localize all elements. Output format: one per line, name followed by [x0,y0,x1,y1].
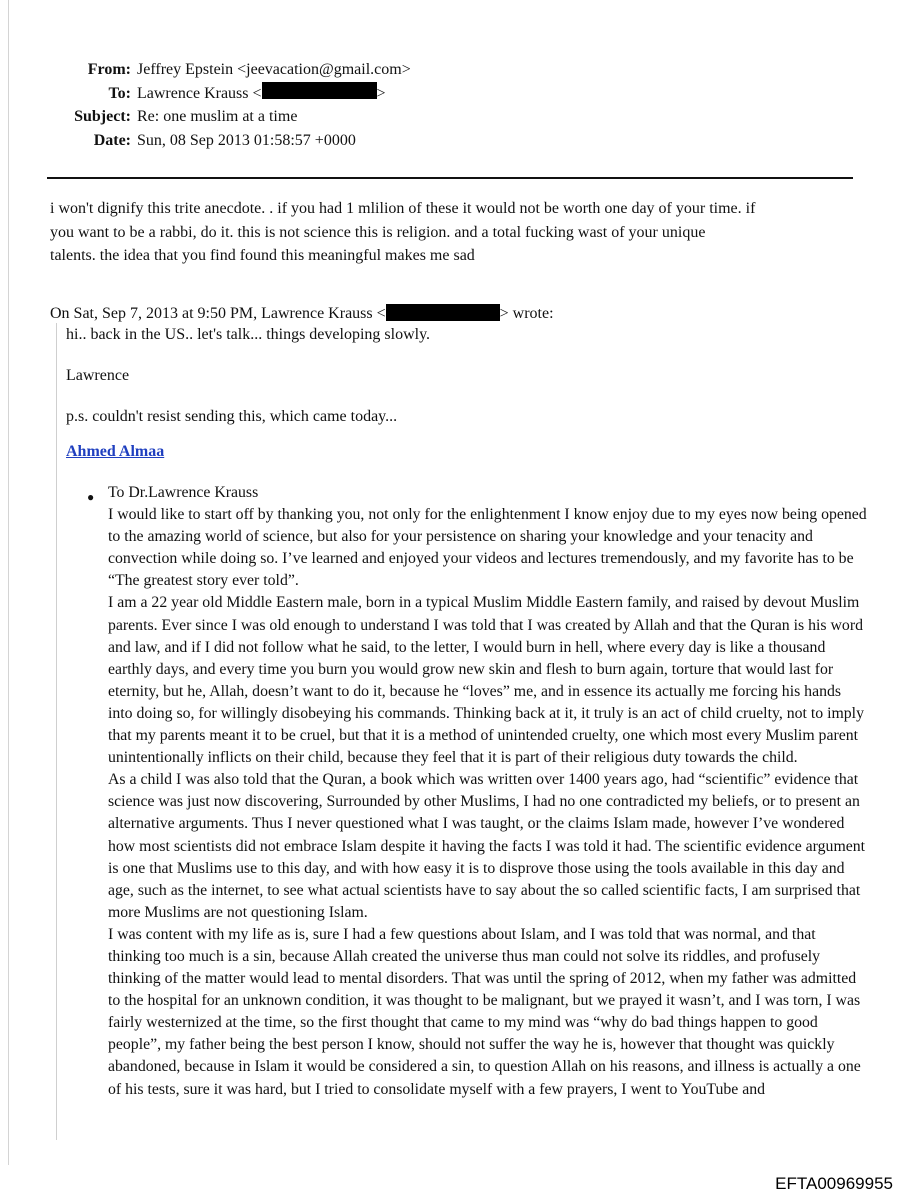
document-id: EFTA00969955 [775,1174,893,1193]
bullet-icon: ● [87,490,95,504]
reply-line: you want to be a rabbi, do it. this is not science this is religion. and a total fucking wast of your unique [50,223,706,241]
header-separator [47,177,853,179]
to-label: To: [108,84,131,102]
from-value: Jeffrey Epstein <jeevacation@gmail.com> [137,61,411,78]
letter-paragraph: I am a 22 year old Middle Eastern male, born in a typical Muslim Middle Eastern family, and raised by devout Muslim parents. Ever since I was old enough to understand I was told that I was created by Allah and that the Quran is his word and law, and if I did not follow what he said, to the letter, I would burn in hell, where every day is like a thousand earthly days, and every time you burn you would grow new skin and flesh to burn again, torture that would last for eternity, but he, Allah, doesn’t want to do it, because he “loves” me, and in essence its actually me forcing his hands into doing so, for willingly disobeying his commands. Thinking back at it, it truly is an act of child cruelty, not to imply that my parents meant it to be cruel, but that it is a method of unintended cruelty, one which most every Muslim parent unintentionally inflicts on their child, because they feel that it is part of their religious duty towards the child. [108,594,864,767]
quoted-ps: p.s. couldn't resist sending this, which came today... [66,408,398,425]
to-row [60,82,411,106]
forwarded-letter [108,482,868,1101]
to-value-prefix: Lawrence Krauss < [137,84,262,102]
subject-row [60,105,411,129]
letter-salutation: To Dr.Lawrence Krauss [108,484,259,501]
date-value: Sun, 08 Sep 2013 01:58:57 +0000 [137,131,356,149]
redaction-box [386,304,500,321]
quote-bar [56,323,57,1140]
date-label: Date: [93,131,131,149]
from-row [60,58,411,82]
quoted-signature: Lawrence [66,367,130,384]
from-label: From: [87,61,131,78]
reply-body [50,197,870,268]
email-header [60,58,411,152]
quote-attribution [50,302,554,325]
reply-line: talents. the idea that you find found this meaningful makes me sad [50,247,475,264]
redaction-box [262,82,377,99]
attribution-suffix: > wrote: [499,305,554,322]
subject-label: Subject: [74,108,131,125]
reply-line: i won't dignify this trite anecdote. . if you had 1 mlilion of these it would not be worth one day of your time. if [50,200,756,217]
letter-paragraph: I would like to start off by thanking you, not only for the enlightenment I know enjoy due to my eyes now being opened to the amazing world of science, but also for your persistence on sharing your knowledge and your tenacity and convection while doing so. I’ve learned and enjoyed your videos and lectures tremendously, and my favorite has to be “The greatest story ever told”. [108,506,867,590]
sender-link[interactable]: Ahmed Almaa [66,443,165,460]
letter-paragraph: I was content with my life as is, sure I had a few questions about Islam, and I was told that was normal, and that thinking too much is a sin, because Allah created the universe thus man could not solve its riddles, and profusely thinking of the matter would lead to mental disorders. That was until the spring of 2012, when my father was admitted to the hospital for an unknown condition, it was thought to be malignant, but we prayed it wasn’t, and I was torn, I was fairly westernized at the time, so the first thought that came to my mind was “why do bad things happen to good people”, my father being the best person I know, should not suffer the way he is, however that thought was quickly abandoned, because in Islam it would be considered a sin, to question Allah on his reasons, and illness is actually a one of his tests, sure it was hard, but I tried to consolidate myself with a few prayers, I went to YouTube and [108,925,861,1098]
letter-paragraph: As a child I was also told that the Quran, a book which was written over 1400 years ago, had “scientific” evidence that science was just now discovering, Surrounded by other Muslims, I had no one contradicted my beliefs, or to present an alternative arguments. Thus I never questioned what I was taught, or the claims Islam made, however I’ve wondered how most scientists did not embrace Islam despite it having the facts I was told it had. The scientific evidence argument is one that Muslims use to this day, and with how easy it is to disprove those using the tools available in this day and age, such as the internet, to see what actual scientists have to say about the so called scientific facts, I am surprised that more Muslims are not questioning Islam. [108,771,866,921]
date-row [60,129,411,153]
subject-value: Re: one muslim at a time [137,108,298,125]
quoted-line: hi.. back in the US.. let's talk... things developing slowly. [66,326,431,343]
to-value-suffix: > [376,84,386,102]
page-left-edge-rule [8,0,9,1165]
attribution-prefix: On Sat, Sep 7, 2013 at 9:50 PM, Lawrence Krauss < [50,305,386,322]
quoted-message [66,323,856,428]
